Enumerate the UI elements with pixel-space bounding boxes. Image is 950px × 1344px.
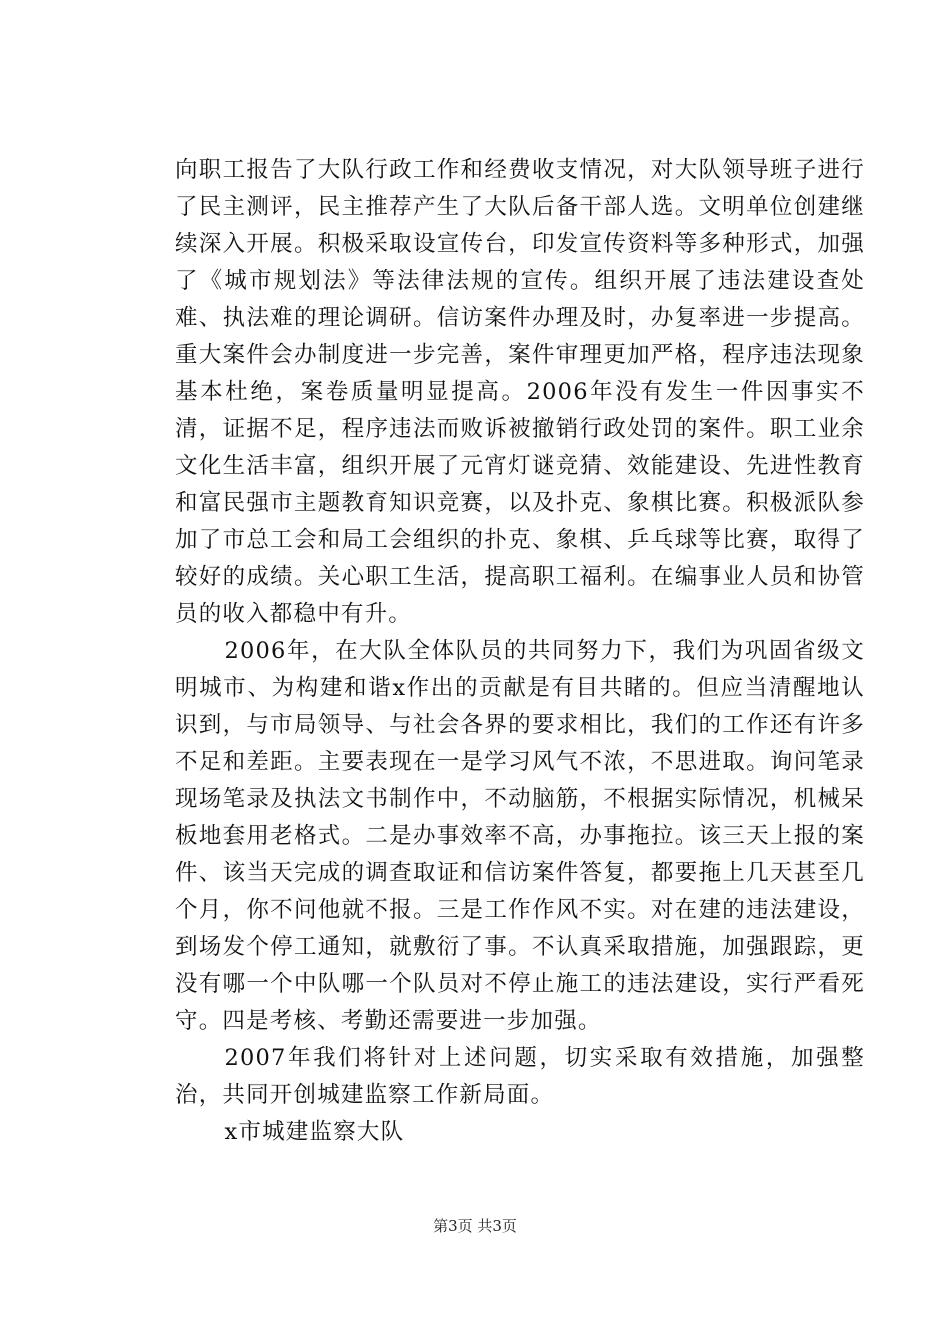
signature-organization: x市城建监察大队: [224, 1119, 405, 1145]
page-footer: 第3页 共3页: [433, 1217, 517, 1235]
document-body: [175, 152, 865, 1151]
paragraph-shortcomings: 2006年，在大队全体队员的共同努力下，我们为巩固省级文明城市、为构建和谐x作出的贡献是有目共睹的。但应当清醒地认识到，与市局领导、与社会各界的要求相比，我们的工作还有许多不足和差距。主要表现在一是学习风气不浓，不思进取。询问笔录现场笔录及执法文书制作中，不动脑筋，不根据实际情况，机械呆板地套用老格式。二是办事效率不高，办事拖拉。该三天上报的案件、该当天完成的调查取证和信访案件答复，都要拖上几天甚至几个月，你不问他就不报。三是工作作风不实。对在建的违法建设，到场发个停工通知，就敷衍了事。不认真采取措施，加强跟踪，更没有哪一个中队哪一个队员对不停止施工的违法建设，实行严看死守。四是考核、考勤还需要进一步加强。: [175, 638, 865, 1034]
paragraph-report-summary: 向职工报告了大队行政工作和经费收支情况，对大队领导班子进行了民主测评，民主推荐产生了大队后备干部人选。文明单位创建继续深入开展。积极采取设宣传台，印发宣传资料等多种形式，加强了《城市规划法》等法律法规的宣传。组织开展了违法建设查处难、执法难的理论调研。信访案件办理及时，办复率进一步提高。重大案件会办制度进一步完善，案件审理更加严格，程序违法现象基本杜绝，案卷质量明显提高。2006年没有发生一件因事实不清，证据不足，程序违法而败诉被撤销行政处罚的案件。职工业余文化生活丰富，组织开展了元宵灯谜竞猜、效能建设、先进性教育和富民强市主题教育知识竞赛，以及扑克、象棋比赛。积极派队参加了市总工会和局工会组织的扑克、象棋、乒乓球等比赛，取得了较好的成绩。关心职工生活，提高职工福利。在编事业人员和协管员的收入都稳中有升。: [175, 157, 865, 627]
paragraph-2007-plan: 2007年我们将针对上述问题，切实采取有效措施，加强整治，共同开创城建监察工作新局面。: [175, 1045, 865, 1108]
